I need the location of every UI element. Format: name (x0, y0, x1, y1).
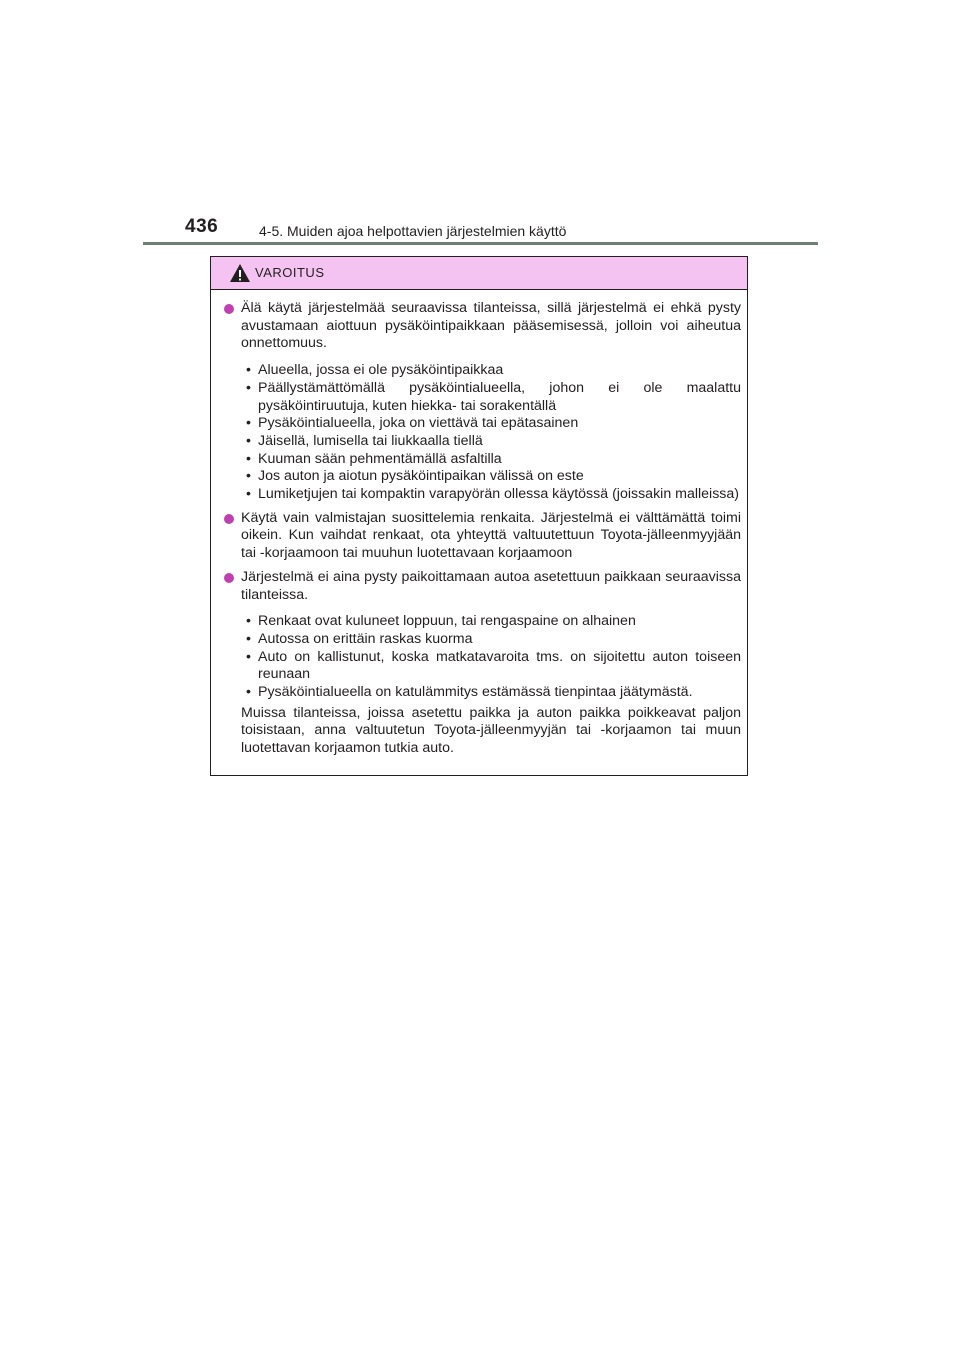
list-item: • Päällystämättömällä pysäköintialueella, johon ei ole maalattu pysäköintiruutuja, kuten hiekka- tai sorakentällä (241, 380, 741, 415)
warning-item-text: Järjestelmä ei aina pysty paikoittamaan autoa asetettuun paikkaan seuraavissa tilanteissa. (241, 568, 741, 603)
bullet-dot (224, 573, 234, 583)
sub-list (241, 613, 741, 702)
list-item: • Lumiketjujen tai kompaktin varapyörän ollessa käytössä (joissakin malleissa) (241, 486, 741, 504)
list-item: • Kuuman sään pehmentämällä asfaltilla (241, 451, 741, 469)
sub-list (241, 362, 741, 504)
warning-item (223, 510, 741, 563)
list-item: • Jäisellä, lumisella tai liukkaalla tiellä (241, 433, 741, 451)
header-rule (143, 242, 818, 245)
list-item: • Pysäköintialueella on katulämmitys estämässä tienpintaa jäätymästä. (241, 684, 741, 702)
list-item: • Alueella, jossa ei ole pysäköintipaikkaa (241, 362, 741, 380)
bullet-dot (224, 514, 234, 524)
warning-item (223, 569, 741, 758)
list-item: • Renkaat ovat kuluneet loppuun, tai rengaspaine on alhainen (241, 613, 741, 631)
warning-item-text: Käytä vain valmistajan suosittelemia renkaita. Järjestelmä ei välttämättä toimi oikein. Kun vaihdat renkaat, ota yhteyttä valtuutettuun Toyota-jälleenmyyjään tai -korjaamoon tai muuhun luotettavaan korjaamoon (241, 509, 741, 562)
list-item: • Jos auton ja aiotun pysäköintipaikan välissä on este (241, 468, 741, 486)
warning-item-text: Älä käytä järjestelmää seuraavissa tilanteissa, sillä järjestelmä ei ehkä pysty avustamaan aiottuun pysäköintipaikkaan pääsemisessä, jolloin voi aiheutua onnettomuus. (241, 300, 741, 352)
warning-triangle-icon (229, 263, 251, 283)
list-item: • Auto on kallistunut, koska matkatavaroita tms. on sijoitettu auton toiseen reunaan (241, 649, 741, 684)
bullet-dot (224, 304, 234, 314)
section-title: 4-5. Muiden ajoa helpottavien järjestelmien käyttö (259, 223, 567, 239)
list-item: • Pysäköintialueella, joka on viettävä tai epätasainen (241, 415, 741, 433)
warning-title: VAROITUS (255, 265, 325, 280)
page-number: 436 (185, 216, 219, 237)
warning-header (211, 257, 747, 290)
closing-paragraph: Muissa tilanteissa, joissa asetettu paikka ja auton paikka poikkeavat paljon toisistaan, anna valtuutetun Toyota-jälleenmyyjän tai -korjaamon tai muun luotettavan korjaamon tutkia auto. (241, 704, 741, 757)
warning-item (223, 300, 741, 504)
warning-box (210, 256, 748, 776)
list-item: • Autossa on erittäin raskas kuorma (241, 631, 741, 649)
warning-body (211, 290, 747, 758)
